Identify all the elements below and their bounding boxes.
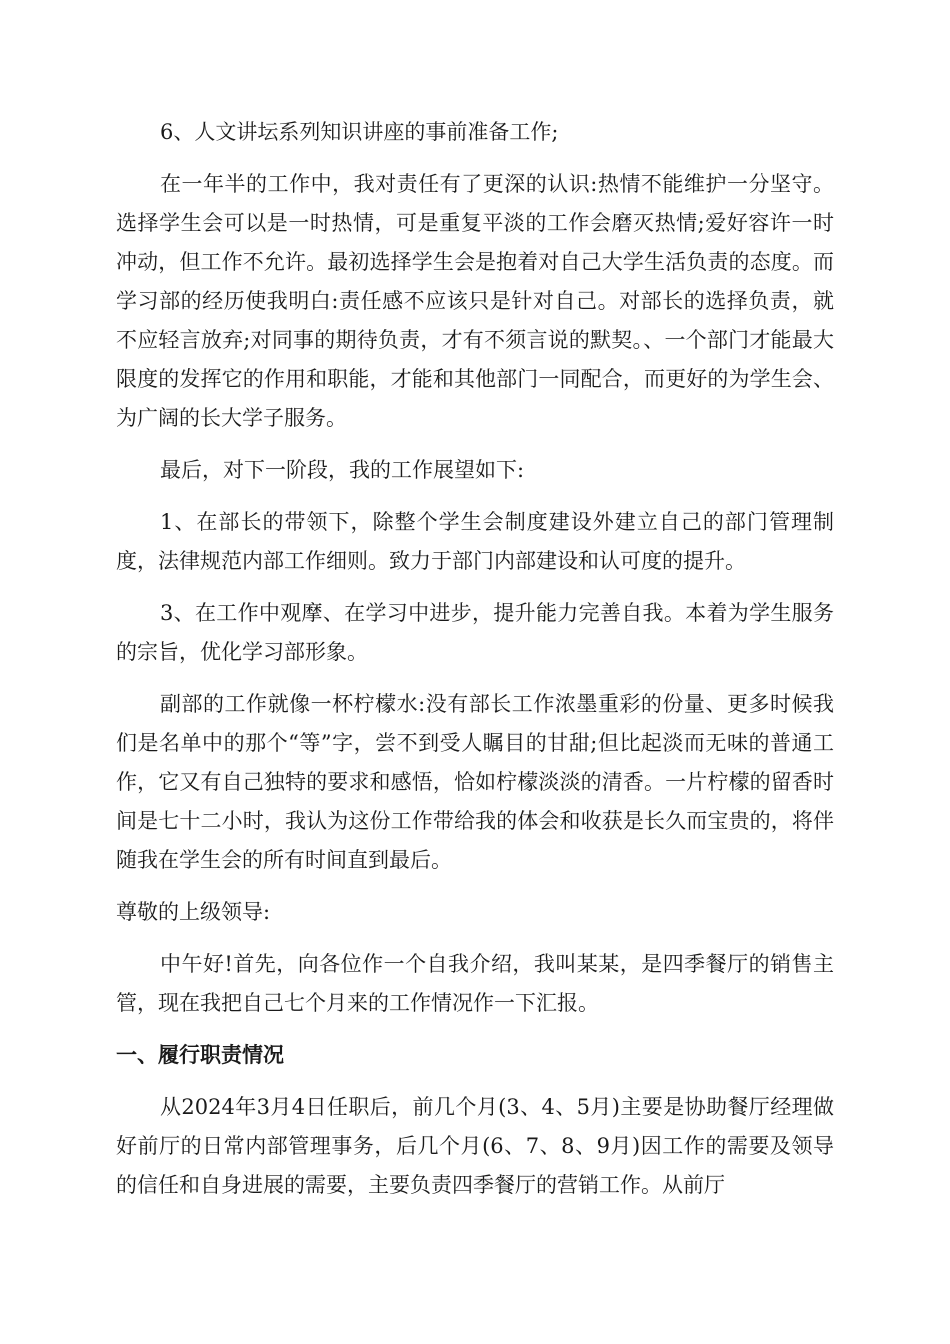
paragraph-duties: 从2024年3月4日任职后，前几个月(3、4、5月)主要是协助餐厅经理做好前厅的日常内部管理事务，后几个月(6、7、8、9月)因工作的需要及领导的信任和自身进展的需要，主要负责四季餐厅的营销工作。从前厅 (116, 1095, 834, 1197)
document-body (116, 113, 834, 1218)
paragraph-outlook-intro: 最后，对下一阶段，我的工作展望如下: (160, 458, 525, 482)
paragraph-lemonade: 副部的工作就像一杯柠檬水:没有部长工作浓墨重彩的份量、更多时候我们是名单中的那个“等”字，尝不到受人瞩目的甘甜;但比起淡而无味的普通工作，它又有自己独特的要求和感悟，恰如柠檬淡淡的清香。一片柠檬的留香时间是七十二小时，我认为这份工作带给我的体会和收获是长久而宝贵的，将伴随我在学生会的所有时间直到最后。 (116, 692, 834, 872)
salutation: 尊敬的上级领导: (116, 900, 271, 924)
paragraph-item-6: 6、人文讲坛系列知识讲座的事前准备工作; (160, 120, 559, 144)
paragraph-responsibility: 在一年半的工作中，我对责任有了更深的认识:热情不能维护一分坚守。选择学生会可以是一时热情，可是重复平淡的工作会磨灭热情;爱好容许一时冲动，但工作不允许。最初选择学生会是抱着对自己大学生活负责的态度。而学习部的经历使我明白:责任感不应该只是针对自己。对部长的选择负责，就不应轻言放弃;对同事的期待负责，才有不须言说的默契。、一个部门才能最大限度的发挥它的作用和职能，才能和其他部门一同配合，而更好的为学生会、为广阔的长大学子服务。 (116, 172, 834, 430)
paragraph-self-intro: 中午好!首先，向各位作一个自我介绍，我叫某某，是四季餐厅的销售主管，现在我把自己七个月来的工作情况作一下汇报。 (116, 952, 834, 1015)
paragraph-outlook-1: 1、在部长的带领下，除整个学生会制度建设外建立自己的部门管理制度，法律规范内部工作细则。致力于部门内部建设和认可度的提升。 (116, 510, 834, 573)
paragraph-outlook-3: 3、在工作中观摩、在学习中进步，提升能力完善自我。本着为学生服务的宗旨，优化学习部形象。 (116, 601, 834, 664)
section-heading: 一、履行职责情况 (116, 1043, 284, 1067)
